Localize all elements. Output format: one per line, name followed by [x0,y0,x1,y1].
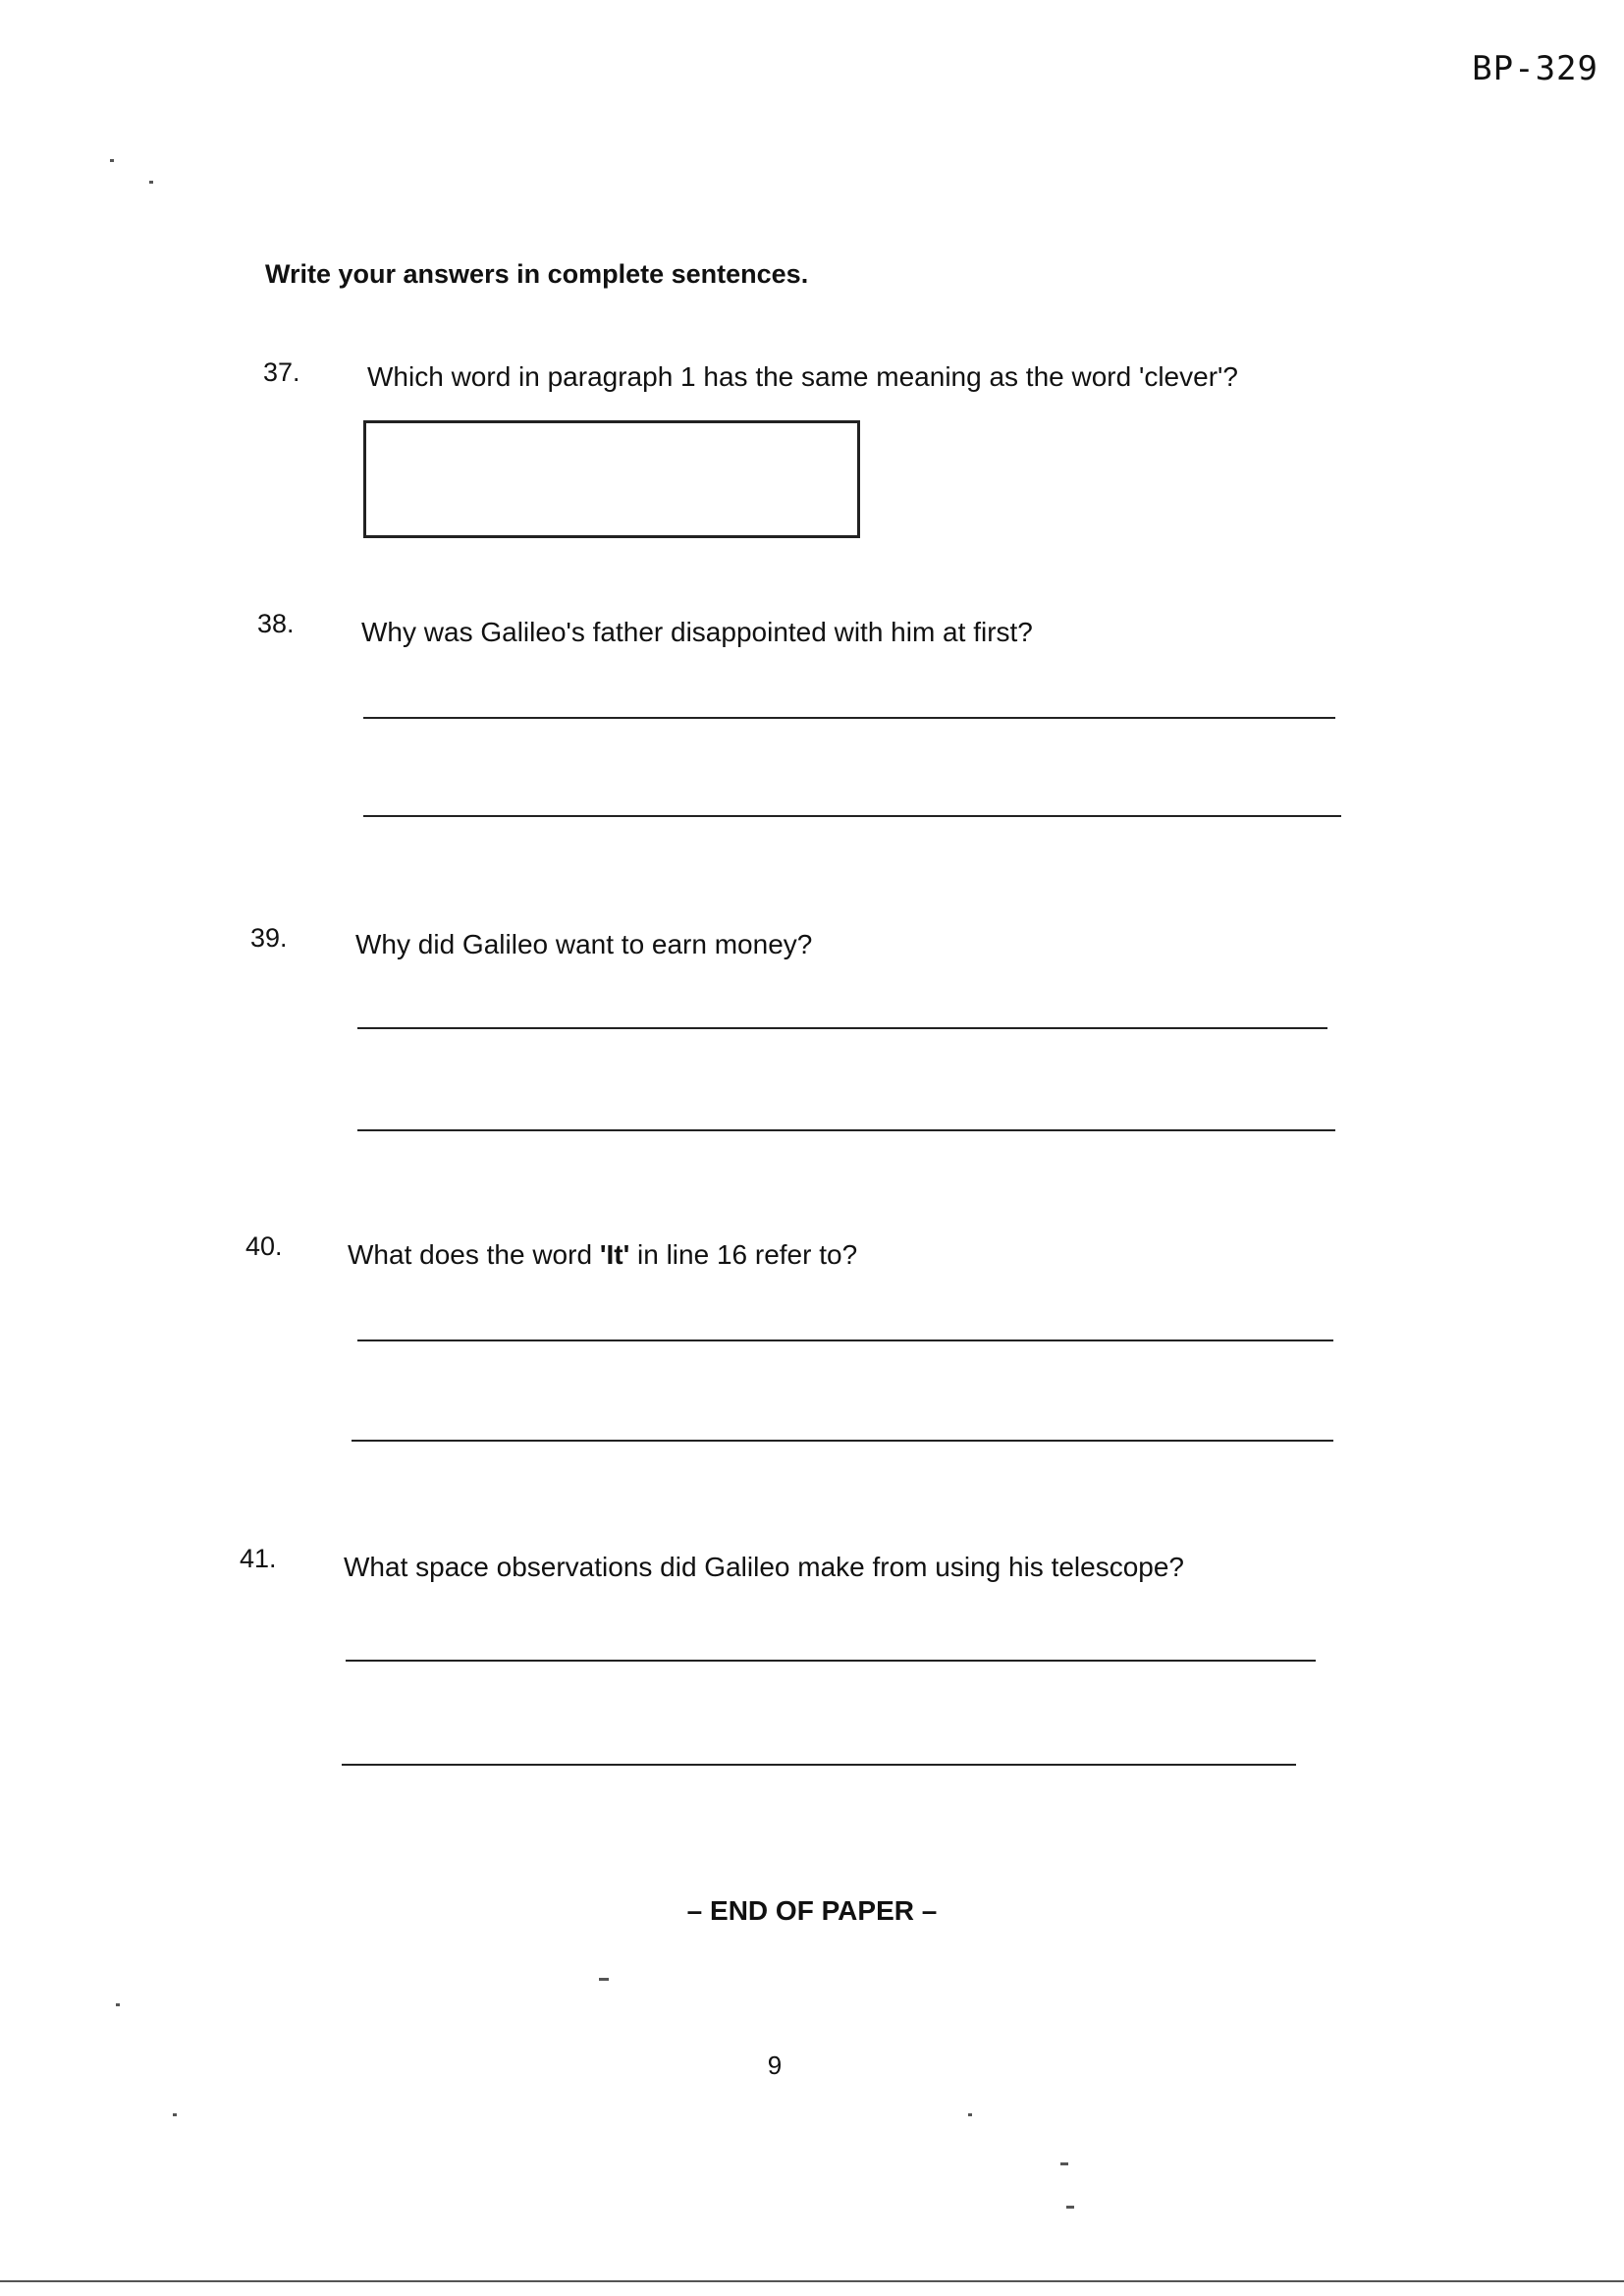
scan-speck [116,2003,120,2006]
page-number: 9 [767,2050,783,2080]
question-number: 41. [240,1544,277,1573]
emphasized-word: 'It' [599,1239,630,1270]
question-text: What space observations did Galileo make from using his telescope? [344,1552,1184,1582]
question-text: Which word in paragraph 1 has the same meaning as the word 'clever'? [367,361,1238,392]
scan-speck [1060,2162,1068,2165]
answer-line[interactable] [357,1339,1333,1341]
question-number: 37. [263,357,300,387]
scan-speck [110,159,114,162]
answer-line[interactable] [363,717,1335,719]
end-of-paper: – END OF PAPER – [686,1895,938,1926]
scan-speck [968,2113,972,2116]
question-text: Why was Galileo's father disappointed with him at first? [361,617,1033,647]
answer-line[interactable] [352,1440,1333,1442]
scan-speck [149,181,153,184]
instructions: Write your answers in complete sentences. [265,259,809,289]
document-code: BP-329 [1472,49,1598,88]
question-text: Why did Galileo want to earn money? [355,929,813,959]
answer-line[interactable] [346,1660,1316,1662]
question-number: 38. [257,609,295,638]
scan-speck [173,2113,177,2116]
answer-box[interactable] [363,420,860,538]
answer-line[interactable] [357,1129,1335,1131]
answer-line[interactable] [363,815,1341,817]
scan-speck [599,1978,609,1981]
question-number: 40. [245,1231,283,1261]
question-number: 39. [250,923,288,953]
answer-line[interactable] [357,1027,1327,1029]
answer-line[interactable] [342,1764,1296,1766]
page-edge-line [0,2280,1624,2282]
question-text: What does the word 'It' in line 16 refer to? [348,1239,858,1270]
scan-speck [1066,2206,1074,2209]
